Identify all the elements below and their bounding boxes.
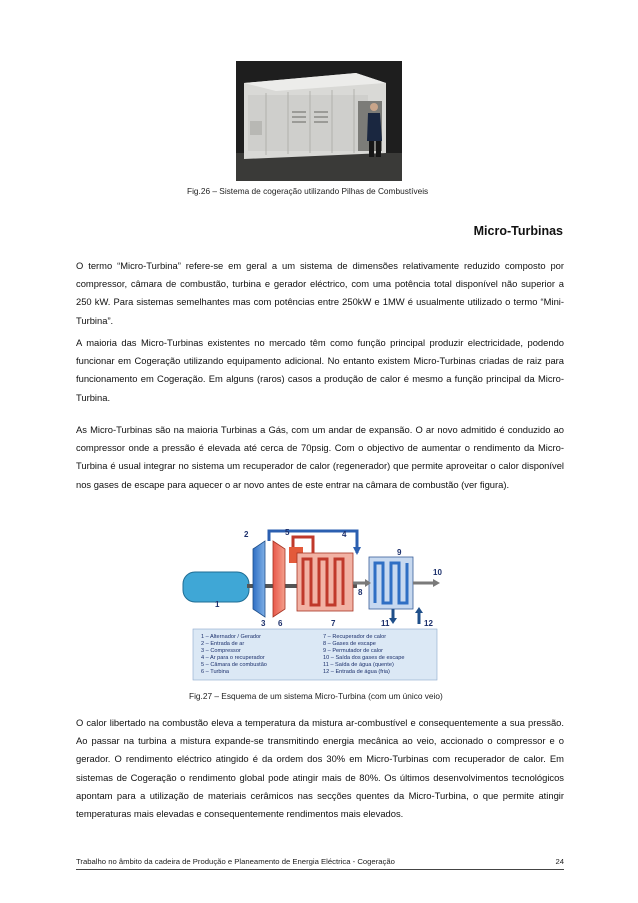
legend-item-9: 9 – Permutador de calor	[323, 648, 384, 654]
fuel-cell-cogeneration-photo	[236, 61, 402, 181]
diagram-label-10: 10	[433, 568, 442, 577]
legend-item-3: 3 – Compressor	[201, 648, 241, 654]
diagram-label-3: 3	[261, 619, 266, 628]
figure-26-caption: Fig.26 – Sistema de cogeração utilizando Pilhas de Combustíveis	[187, 186, 429, 196]
footer-text: Trabalho no âmbito da cadeira de Produção e Planeamento de Energia Eléctrica - Cogeração	[76, 857, 395, 866]
legend-item-8: 8 – Gases de escape	[323, 641, 376, 647]
legend-item-10: 10 – Saída dos gases de escape	[323, 655, 405, 661]
micro-turbine-diagram	[181, 525, 446, 682]
diagram-label-1: 1	[215, 600, 220, 609]
paragraph-1: O termo “Micro-Turbina” refere-se em geral a um sistema de dimensões relativamente reduzido composto por compressor, câmara de combustão, turbina e gerador eléctrico, com uma potência total disponível não superior a 250 kW. Para sistemas semelhantes mas com potências entre 250kW e 1MW é usualmente utilizado o termo “Mini-Turbina”.	[76, 260, 564, 326]
footer-rule	[76, 869, 564, 870]
diagram-label-8: 8	[358, 588, 363, 597]
diagram-label-6: 6	[278, 619, 283, 628]
legend-item-5: 5 – Câmara de combustão	[201, 662, 267, 668]
paragraph-2: A maioria das Micro-Turbinas existentes no mercado têm como função principal produzir electricidade, podendo funcionar em Cogeração utilizando equipamento adicional. No entanto existem Micro-Turbinas criadas de raiz para funcionamento em Cogeração. Em alguns (raros) casos a produção de calor é mesmo a função principal da Micro-Turbina.	[76, 337, 564, 403]
legend-item-11: 11 – Saída de água (quente)	[323, 662, 394, 668]
diagram-label-5: 5	[285, 528, 290, 537]
diagram-label-4: 4	[342, 530, 347, 539]
diagram-label-7: 7	[331, 619, 336, 628]
legend-item-4: 4 – Ar para o recuperador	[201, 655, 265, 661]
diagram-label-2: 2	[244, 530, 249, 539]
legend-item-7: 7 – Recuperador de calor	[323, 634, 387, 640]
diagram-label-12: 12	[424, 619, 433, 628]
legend-item-12: 12 – Entrada de água (fria)	[323, 669, 390, 675]
figure-27-caption: Fig.27 – Esquema de um sistema Micro-Turbina (com um único veio)	[189, 691, 443, 701]
legend-item-2: 2 – Entrada de ar	[201, 641, 245, 647]
section-heading: Micro-Turbinas	[473, 224, 563, 238]
legend-item-1: 1 – Alternador / Gerador	[201, 634, 262, 640]
legend-item-6: 6 – Turbina	[201, 669, 229, 675]
diagram-label-11: 11	[381, 619, 390, 628]
page-number: 24	[555, 857, 564, 866]
paragraph-4: O calor libertado na combustão eleva a temperatura da mistura ar-combustível e consequentemente a sua pressão. Ao passar na turbina a mistura expande-se transmitindo energia mecânica ao veio, accionado o compressor e o gerador. O rendimento eléctrico atingido é da ordem dos 30% em Micro-Turbinas com recuperador de calor. Em sistemas de Cogeração o rendimento global pode atingir mais de 80%. Os últimos desenvolvimentos tecnológicos apontam para a utilização de materiais cerâmicos nas secções quentes da Micro-Turbina, o que permite atingir temperaturas mais elevadas e consequentemente rendimentos mais elevados.	[76, 717, 564, 820]
paragraph-3: As Micro-Turbinas são na maioria Turbinas a Gás, com um andar de expansão. O ar novo admitido é conduzido ao compressor onde a pressão é elevada até cerca de 70psig. Com o objectivo de aumentar o rendimento da Micro-Turbina é usual integrar no sistema um recuperador de calor (regenerador) que permite aproveitar o calor disponível nos gases de escape para aquecer o ar novo antes de este entrar na câmara de combustão (ver figura).	[76, 424, 564, 490]
diagram-label-9: 9	[397, 548, 402, 557]
